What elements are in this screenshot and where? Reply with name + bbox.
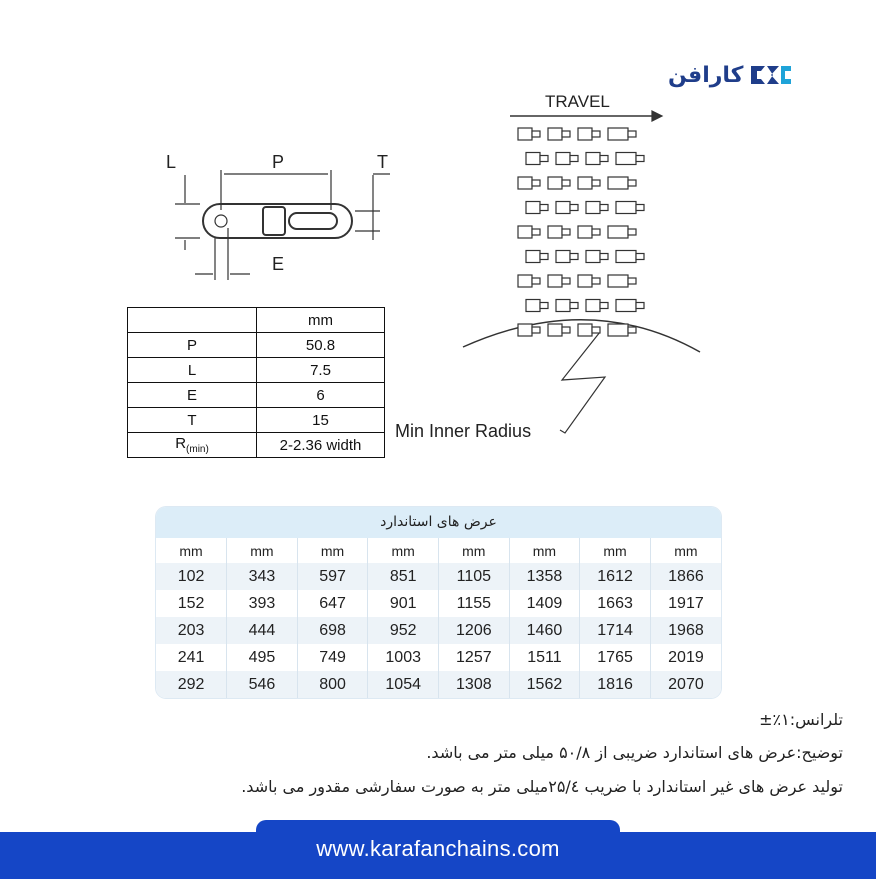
belt-module-tab: [592, 229, 600, 235]
belt-module: [616, 153, 636, 165]
spec-header-cell: [128, 308, 257, 333]
spec-param: L: [128, 358, 257, 383]
belt-module-tab: [562, 278, 570, 284]
belt-module: [556, 153, 570, 165]
label-travel: TRAVEL: [545, 92, 610, 111]
width-cell: 1460: [509, 617, 580, 644]
belt-module: [586, 153, 600, 165]
widths-row: [156, 671, 721, 698]
belt-module-tab: [636, 205, 644, 211]
width-cell: 241: [156, 644, 227, 671]
belt-module-tab: [570, 303, 578, 309]
spec-param-radius: [128, 433, 257, 458]
widths-row: [156, 563, 721, 590]
belt-module: [616, 251, 636, 263]
belt-module: [526, 202, 540, 214]
belt-module-tab: [562, 229, 570, 235]
spec-value: 7.5: [257, 358, 385, 383]
belt-module: [518, 177, 532, 189]
width-cell: 1816: [580, 671, 651, 698]
belt-module-tab: [600, 156, 608, 162]
belt-module-tab: [570, 254, 578, 260]
spec-value: 15: [257, 408, 385, 433]
spec-row: [128, 333, 385, 358]
width-cell: 1917: [650, 590, 721, 617]
belt-module: [608, 226, 628, 238]
belt-module-tab: [628, 327, 636, 333]
belt-module: [548, 128, 562, 140]
width-cell: 749: [297, 644, 368, 671]
belt-module-tab: [532, 131, 540, 137]
width-cell: 393: [227, 590, 298, 617]
tolerance-note: تلرانس:۱٪±: [759, 710, 843, 729]
width-cell: 698: [297, 617, 368, 644]
width-cell: 1308: [439, 671, 510, 698]
unit-cell: mm: [297, 538, 368, 563]
width-cell: 1155: [439, 590, 510, 617]
width-cell: 1003: [368, 644, 439, 671]
belt-module: [578, 128, 592, 140]
width-cell: 343: [227, 563, 298, 590]
label-t: T: [377, 152, 388, 172]
spec-value: 50.8: [257, 333, 385, 358]
width-cell: 292: [156, 671, 227, 698]
belt-module-tab: [636, 254, 644, 260]
spec-header-row: [128, 308, 385, 333]
label-l: L: [166, 152, 177, 172]
belt-module: [518, 128, 532, 140]
belt-module-tab: [540, 254, 548, 260]
belt-module: [608, 275, 628, 287]
belt-module-tab: [592, 278, 600, 284]
width-cell: 597: [297, 563, 368, 590]
label-p: P: [272, 152, 285, 172]
spec-param-sub: (min): [186, 444, 209, 455]
belt-module: [526, 251, 540, 263]
spec-table: [127, 307, 385, 458]
label-min-radius: Min Inner Radius: [395, 421, 532, 441]
width-cell: 1663: [580, 590, 651, 617]
belt-module-tab: [600, 303, 608, 309]
unit-cell: mm: [368, 538, 439, 563]
width-cell: 495: [227, 644, 298, 671]
width-cell: 647: [297, 590, 368, 617]
belt-module-tab: [532, 278, 540, 284]
spec-row: [128, 358, 385, 383]
belt-module-tab: [570, 156, 578, 162]
spec-value: 2-2.36 width: [257, 433, 385, 458]
belt-module: [616, 202, 636, 214]
belt-module-tab: [628, 229, 636, 235]
belt-module: [548, 226, 562, 238]
belt-module: [556, 251, 570, 263]
belt-module-tab: [562, 131, 570, 137]
spec-header-unit: mm: [257, 308, 385, 333]
belt-module: [578, 275, 592, 287]
widths-row: [156, 644, 721, 671]
width-cell: 2019: [650, 644, 721, 671]
width-cell: 901: [368, 590, 439, 617]
belt-module: [586, 251, 600, 263]
belt-module-tab: [592, 327, 600, 333]
belt-module-tab: [592, 180, 600, 186]
belt-module-tab: [532, 180, 540, 186]
unit-cell: mm: [227, 538, 298, 563]
notes: [83, 708, 843, 804]
standard-widths-title: عرض های استاندارد: [156, 507, 721, 538]
belt-module: [586, 300, 600, 312]
width-cell: 1612: [580, 563, 651, 590]
spec-param: P: [128, 333, 257, 358]
belt-module: [526, 153, 540, 165]
belt-module: [556, 300, 570, 312]
belt-module: [616, 300, 636, 312]
link-pin-hole: [215, 215, 227, 227]
width-cell: 1358: [509, 563, 580, 590]
spec-param: E: [128, 383, 257, 408]
spec-row: [128, 408, 385, 433]
width-cell: 1409: [509, 590, 580, 617]
width-cell: 1866: [650, 563, 721, 590]
website-link[interactable]: www.karafanchains.com: [316, 836, 560, 861]
width-cell: 1765: [580, 644, 651, 671]
belt-module-tab: [570, 205, 578, 211]
belt-module: [518, 226, 532, 238]
unit-cell: mm: [156, 538, 227, 563]
belt-module: [518, 275, 532, 287]
width-cell: 203: [156, 617, 227, 644]
width-cell: 1511: [509, 644, 580, 671]
spec-row: [128, 433, 385, 458]
width-cell: 1968: [650, 617, 721, 644]
belt-module: [548, 177, 562, 189]
width-cell: 1206: [439, 617, 510, 644]
width-cell: 800: [297, 671, 368, 698]
width-cell: 851: [368, 563, 439, 590]
width-cell: 1054: [368, 671, 439, 698]
belt-module: [578, 177, 592, 189]
chain-link-outline: [203, 204, 352, 238]
width-cell: 102: [156, 563, 227, 590]
width-cell: 952: [368, 617, 439, 644]
widths-unit-row: [156, 538, 721, 563]
belt-module: [518, 324, 532, 336]
unit-cell: mm: [650, 538, 721, 563]
belt-module-tab: [636, 156, 644, 162]
belt-module-tab: [540, 205, 548, 211]
belt-module: [578, 226, 592, 238]
link-barrel: [263, 207, 285, 235]
description-note: توضیح:عرض های استاندارد ضریبی از ۵۰/۸ میلی متر می باشد.: [426, 743, 843, 762]
belt-module: [608, 324, 628, 336]
custom-width-note: تولید عرض های غیر استاندارد با ضریب ۲۵/٤میلی متر به صورت سفارشی مقدور می باشد.: [241, 777, 843, 796]
belt-module: [548, 324, 562, 336]
unit-cell: mm: [509, 538, 580, 563]
belt-module: [586, 202, 600, 214]
width-cell: 1105: [439, 563, 510, 590]
belt-module-tab: [628, 180, 636, 186]
width-cell: 2070: [650, 671, 721, 698]
standard-widths-panel: [156, 507, 721, 698]
spec-value: 6: [257, 383, 385, 408]
belt-module: [608, 177, 628, 189]
link-slot: [289, 213, 337, 229]
width-cell: 546: [227, 671, 298, 698]
belt-module-tab: [562, 327, 570, 333]
standard-widths-table: [156, 538, 721, 698]
widths-row: [156, 590, 721, 617]
belt-module-tab: [592, 131, 600, 137]
unit-cell: mm: [580, 538, 651, 563]
belt-module-tab: [540, 303, 548, 309]
belt-module-tab: [636, 303, 644, 309]
belt-module-tab: [532, 327, 540, 333]
width-cell: 1257: [439, 644, 510, 671]
belt-module: [556, 202, 570, 214]
spec-param: T: [128, 408, 257, 433]
belt-module-tab: [628, 131, 636, 137]
spec-row: [128, 383, 385, 408]
width-cell: 1562: [509, 671, 580, 698]
belt-module-tab: [628, 278, 636, 284]
belt-modules: [518, 128, 644, 336]
width-cell: 152: [156, 590, 227, 617]
belt-module-tab: [600, 205, 608, 211]
belt-module-tab: [540, 156, 548, 162]
belt-module: [608, 128, 628, 140]
belt-module-tab: [562, 180, 570, 186]
belt-module: [548, 275, 562, 287]
widths-row: [156, 617, 721, 644]
belt-module: [578, 324, 592, 336]
belt-module-tab: [600, 254, 608, 260]
width-cell: 1714: [580, 617, 651, 644]
brand-name: کارافن: [668, 62, 744, 88]
belt-module-tab: [532, 229, 540, 235]
spec-param: R: [175, 435, 187, 452]
belt-module: [526, 300, 540, 312]
unit-cell: mm: [439, 538, 510, 563]
width-cell: 444: [227, 617, 298, 644]
label-e: E: [272, 254, 285, 274]
